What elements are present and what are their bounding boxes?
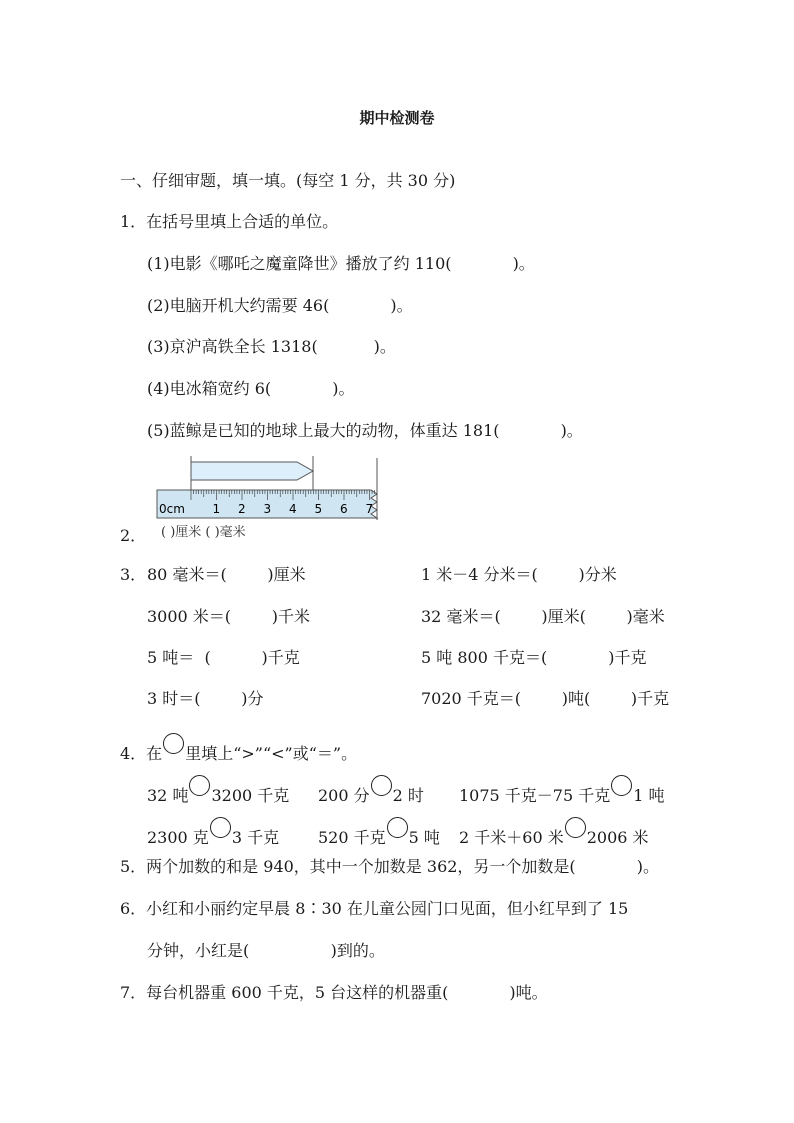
compare-circle[interactable] bbox=[565, 817, 586, 838]
question-3-left-3: 5 吨＝ ( )千克 bbox=[147, 648, 300, 667]
pencil-shape bbox=[191, 462, 313, 480]
compare-circle[interactable] bbox=[611, 775, 632, 796]
compare-right: 2006 米 bbox=[586, 828, 649, 847]
question-3-left-2: 3000 米＝( )千米 bbox=[147, 607, 310, 626]
question-1-item-2: (2)电脑开机大约需要 46( )。 bbox=[147, 296, 413, 315]
question-7: 7．每台机器重 600 千克，5 台这样的机器重( )吨。 bbox=[120, 983, 548, 1002]
compare-left: 200 分 bbox=[318, 786, 370, 805]
question-3-right-1: 1 米－4 分米＝( )分米 bbox=[421, 565, 617, 584]
compare-2 bbox=[318, 775, 424, 806]
page-title: 期中检测卷 bbox=[359, 109, 435, 127]
compare-4 bbox=[147, 817, 279, 848]
question-3-right-2: 32 毫米＝( )厘米( )毫米 bbox=[421, 607, 665, 626]
compare-left: 32 吨 bbox=[147, 786, 189, 805]
ruler-figure bbox=[153, 456, 385, 542]
ruler-zero-label: 0cm bbox=[159, 502, 185, 516]
compare-circle[interactable] bbox=[387, 817, 408, 838]
ruler-tick-label: 3 bbox=[263, 502, 272, 516]
compare-5 bbox=[318, 817, 440, 848]
section-heading: 一、仔细审题，填一填。(每空 1 分，共 30 分) bbox=[120, 171, 456, 190]
ruler-tick-label: 7 bbox=[365, 502, 374, 516]
ruler-caption: ( )厘米 ( )毫米 bbox=[161, 525, 246, 540]
question-6-line-2: 分钟，小红是( )到的。 bbox=[147, 941, 385, 960]
ruler-tick-label: 6 bbox=[340, 502, 348, 516]
question-1-item-3: (3)京沪高铁全长 1318( )。 bbox=[147, 337, 396, 356]
question-3-right-3: 5 吨 800 千克＝( )千克 bbox=[421, 648, 647, 667]
compare-circle[interactable] bbox=[371, 775, 392, 796]
compare-left: 2300 克 bbox=[147, 828, 209, 847]
ruler-tick-label: 1 bbox=[212, 502, 221, 516]
question-2-number: 2． bbox=[120, 526, 147, 545]
compare-circle[interactable] bbox=[189, 775, 210, 796]
circle-icon bbox=[163, 733, 184, 754]
question-1-item-4: (4)电冰箱宽约 6( )。 bbox=[147, 379, 355, 398]
compare-6 bbox=[459, 817, 649, 848]
compare-right: 5 吨 bbox=[408, 828, 440, 847]
compare-right: 2 时 bbox=[392, 786, 424, 805]
question-4-prefix: 4．在 bbox=[120, 744, 163, 763]
question-4-suffix: 里填上“>”“<”或“＝”。 bbox=[185, 744, 358, 763]
question-1-heading: 1．在括号里填上合适的单位。 bbox=[120, 212, 339, 231]
question-3-right-4: 7020 千克＝( )吨( )千克 bbox=[421, 689, 670, 708]
ruler-tick-label: 4 bbox=[289, 502, 297, 516]
question-3-left-4: 3 时＝( )分 bbox=[147, 689, 264, 708]
question-5: 5．两个加数的和是 940，其中一个加数是 362，另一个加数是( )。 bbox=[120, 857, 659, 876]
compare-circle[interactable] bbox=[210, 817, 231, 838]
question-3-left-1: 80 毫米＝( )厘米 bbox=[147, 565, 306, 584]
question-1-item-1: (1)电影《哪吒之魔童降世》播放了约 110( )。 bbox=[147, 254, 535, 273]
compare-right: 3200 千克 bbox=[211, 786, 290, 805]
question-1-item-5: (5)蓝鲸是已知的地球上最大的动物，体重达 181( )。 bbox=[147, 421, 583, 440]
compare-right: 3 千克 bbox=[231, 828, 280, 847]
compare-left: 1075 千克－75 千克 bbox=[459, 786, 611, 805]
compare-left: 2 千米＋60 米 bbox=[459, 828, 564, 847]
question-6-line-1: 6．小红和小丽约定早晨 8∶30 在儿童公园门口见面，但小红早到了 15 bbox=[120, 899, 629, 918]
ruler-tick-label: 5 bbox=[314, 502, 323, 516]
question-3-number: 3． bbox=[120, 565, 147, 584]
ruler-tick-label: 2 bbox=[238, 502, 246, 516]
compare-3 bbox=[459, 775, 665, 806]
question-4-heading bbox=[120, 733, 357, 764]
compare-1 bbox=[147, 775, 289, 806]
compare-left: 520 千克 bbox=[318, 828, 386, 847]
compare-right: 1 吨 bbox=[633, 786, 665, 805]
